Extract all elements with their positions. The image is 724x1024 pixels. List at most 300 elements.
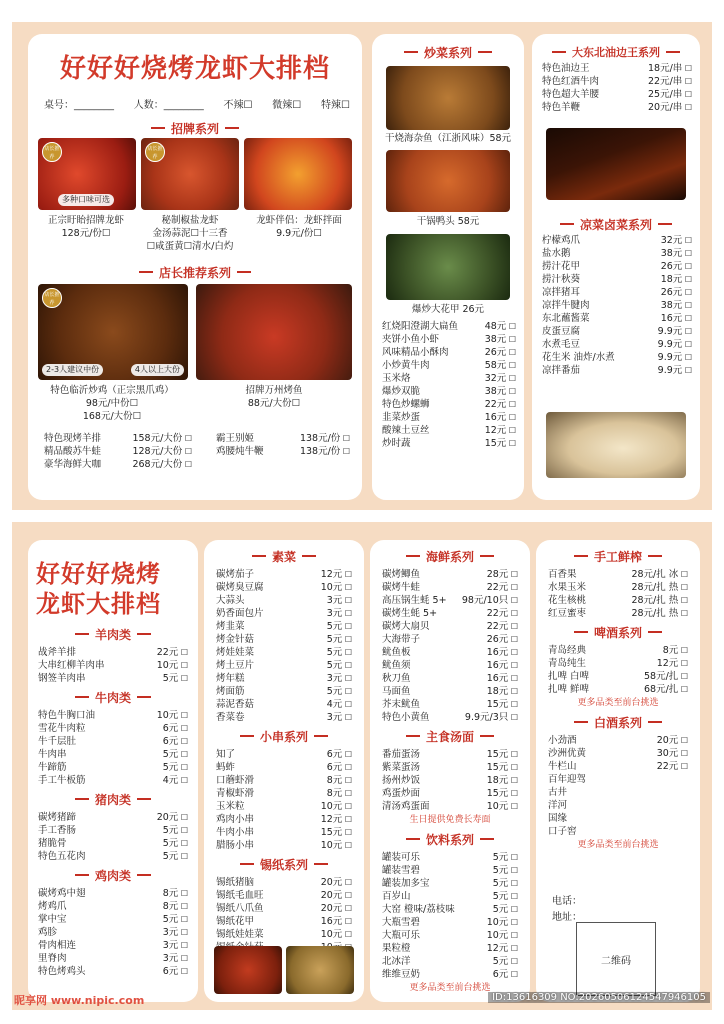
list-item[interactable] bbox=[548, 812, 688, 825]
list-item[interactable] bbox=[548, 786, 688, 799]
baijiu-list bbox=[548, 734, 688, 838]
item-name: 凉拌猪耳 bbox=[542, 287, 581, 298]
list-item[interactable] bbox=[548, 760, 688, 773]
item-price: 5元 ☐ bbox=[163, 672, 188, 685]
item-name: 韭菜炒蛋 bbox=[382, 412, 421, 423]
item-name: 凉拌番茄 bbox=[542, 365, 581, 376]
item-name: 知了 bbox=[216, 749, 236, 760]
list-item[interactable] bbox=[548, 799, 688, 812]
item-name: 烤金针菇 bbox=[216, 634, 255, 645]
item-name: 水煮毛豆 bbox=[542, 339, 581, 350]
item-price: 68元/扎 ☐ bbox=[644, 683, 688, 696]
list-item[interactable] bbox=[542, 234, 692, 247]
item-name: 手工香肠 bbox=[38, 825, 77, 836]
item-price: 9.9元/3只 ☐ bbox=[465, 711, 518, 724]
section-stirfry: 炒菜系列 bbox=[372, 43, 524, 61]
braised-chicken-photo bbox=[38, 284, 188, 380]
item-name: 骨肉相连 bbox=[38, 940, 77, 951]
birthday-note: 生日提供免费长寿面 bbox=[409, 815, 491, 825]
list-item[interactable] bbox=[216, 787, 352, 800]
list-item[interactable] bbox=[542, 325, 692, 338]
list-item[interactable] bbox=[548, 773, 688, 786]
list-item[interactable] bbox=[382, 761, 518, 774]
list-item[interactable] bbox=[216, 568, 352, 581]
list-item[interactable] bbox=[382, 346, 516, 359]
item-name: 烤土豆片 bbox=[216, 660, 255, 671]
signature-3-price: 9.9元/份☐ bbox=[276, 228, 322, 239]
item-price: 12元 ☐ bbox=[657, 657, 688, 670]
item-price: 8元 ☐ bbox=[663, 644, 688, 657]
item-price: 5元 ☐ bbox=[493, 877, 518, 890]
list-item[interactable] bbox=[382, 659, 518, 672]
item-price: 5元 ☐ bbox=[493, 955, 518, 968]
item-price: 18元 ☐ bbox=[487, 685, 518, 698]
item-price: 20元 ☐ bbox=[321, 889, 352, 902]
list-item[interactable] bbox=[216, 581, 352, 594]
list-item[interactable] bbox=[38, 761, 188, 774]
list-item[interactable] bbox=[548, 644, 688, 657]
item-price: 16元 ☐ bbox=[487, 672, 518, 685]
extra-dishes-left bbox=[44, 432, 192, 471]
item-price: 22元 ☐ bbox=[487, 620, 518, 633]
list-item[interactable] bbox=[548, 670, 688, 683]
item-name: 特色五花肉 bbox=[38, 851, 86, 862]
list-item[interactable] bbox=[216, 876, 352, 889]
list-item[interactable] bbox=[38, 837, 188, 850]
item-name: 紫菜蛋汤 bbox=[382, 762, 421, 773]
list-item[interactable] bbox=[216, 748, 352, 761]
list-item[interactable] bbox=[542, 364, 692, 377]
item-price: 6元 ☐ bbox=[327, 748, 352, 761]
meat-lists bbox=[38, 622, 188, 978]
item-price: 8元 ☐ bbox=[327, 787, 352, 800]
list-item[interactable] bbox=[382, 633, 518, 646]
crayfish-photo bbox=[38, 138, 136, 210]
item-name: 烤韭菜 bbox=[216, 621, 245, 632]
item-price: 5元 ☐ bbox=[327, 633, 352, 646]
list-item[interactable] bbox=[382, 916, 518, 929]
list-item[interactable] bbox=[542, 101, 692, 114]
signature-3-name: 龙虾伴侣：龙虾拌面 bbox=[256, 215, 342, 226]
page2-title-line1: 好好好烧烤 bbox=[36, 559, 161, 588]
item-name: 果粒橙 bbox=[382, 943, 411, 954]
list-item[interactable] bbox=[548, 568, 688, 581]
section-sea: 海鲜系列 bbox=[382, 547, 518, 565]
item-price: 22元 ☐ bbox=[657, 760, 688, 773]
item-price: 15元 ☐ bbox=[487, 748, 518, 761]
item-name: 香菜卷 bbox=[216, 712, 245, 723]
veg-list bbox=[216, 568, 352, 724]
signature-2-name: 秘制椒盐龙虾 bbox=[161, 215, 219, 226]
list-item[interactable] bbox=[548, 657, 688, 670]
list-item[interactable] bbox=[382, 672, 518, 685]
list-item[interactable] bbox=[216, 594, 352, 607]
item-price: 5元 ☐ bbox=[163, 748, 188, 761]
list-item[interactable] bbox=[382, 385, 516, 398]
item-price: 6元 ☐ bbox=[163, 722, 188, 735]
item-name: 特色红酒牛肉 bbox=[542, 76, 600, 87]
item-name: 钢签羊肉串 bbox=[38, 673, 86, 684]
item-name: 捞汁花甲 bbox=[542, 261, 581, 272]
list-item[interactable] bbox=[38, 952, 188, 965]
item-name: 牛肉串 bbox=[38, 749, 67, 760]
item-price: 6元 ☐ bbox=[163, 965, 188, 978]
item-name: 青岛纯生 bbox=[548, 658, 587, 669]
stirfry-photo-2-caption: 干锅鸭头 58元 bbox=[416, 216, 480, 227]
list-item[interactable] bbox=[382, 955, 518, 968]
list-item[interactable] bbox=[216, 774, 352, 787]
list-item[interactable] bbox=[382, 398, 516, 411]
item-name: 碳烤生蚝 5+ bbox=[382, 608, 438, 619]
crayfish-noodle-photo bbox=[244, 138, 352, 210]
item-price: 22元 ☐ bbox=[487, 581, 518, 594]
list-item[interactable] bbox=[382, 864, 518, 877]
list-item[interactable] bbox=[542, 260, 692, 273]
list-item[interactable] bbox=[382, 774, 518, 787]
list-item[interactable] bbox=[382, 942, 518, 955]
item-price: 28元/扎 热 ☐ bbox=[631, 581, 688, 594]
table-number-field[interactable]: 桌号：________ bbox=[44, 100, 114, 111]
list-item[interactable] bbox=[216, 445, 350, 458]
item-price: 12元 ☐ bbox=[485, 424, 516, 437]
item-name: 碳烤大扇贝 bbox=[382, 621, 430, 632]
medium-size-tag: 2-3人建议中份 bbox=[42, 364, 103, 376]
cold-list bbox=[542, 234, 692, 377]
list-item[interactable] bbox=[216, 889, 352, 902]
list-item[interactable] bbox=[542, 312, 692, 325]
item-price: 5元 ☐ bbox=[163, 824, 188, 837]
fish-photo bbox=[386, 66, 510, 130]
item-name: 猪脆骨 bbox=[38, 838, 67, 849]
item-price: 3元 ☐ bbox=[163, 926, 188, 939]
item-name: 碳烤牛蛙 bbox=[382, 582, 421, 593]
item-name: 烤鸡爪 bbox=[38, 901, 67, 912]
list-item[interactable] bbox=[38, 926, 188, 939]
list-item[interactable] bbox=[542, 338, 692, 351]
item-name: 特色超大羊腰 bbox=[542, 89, 600, 100]
list-item[interactable] bbox=[382, 320, 516, 333]
qr-code-label: 二维码 bbox=[601, 955, 631, 967]
list-item[interactable] bbox=[216, 839, 352, 852]
list-item[interactable] bbox=[382, 372, 516, 385]
list-item[interactable] bbox=[382, 411, 516, 424]
item-name: 夹饼小鱼小虾 bbox=[382, 334, 440, 345]
item-name: 大蒜头 bbox=[216, 595, 245, 606]
spice-mild[interactable]: 微辣☐ bbox=[272, 100, 302, 111]
section-drink: 饮料系列 bbox=[382, 830, 518, 848]
list-item[interactable] bbox=[382, 698, 518, 711]
item-price: 16元 ☐ bbox=[321, 915, 352, 928]
item-name: 北冰洋 bbox=[382, 956, 411, 967]
section-chicken: 鸡肉类 bbox=[38, 866, 188, 884]
list-item[interactable] bbox=[542, 273, 692, 286]
list-item[interactable] bbox=[216, 685, 352, 698]
item-name: 皮蛋豆腐 bbox=[542, 326, 581, 337]
list-item[interactable] bbox=[216, 915, 352, 928]
item-price: 158元/大份 ☐ bbox=[132, 432, 192, 445]
item-price: 9.9元 ☐ bbox=[658, 338, 692, 351]
item-name: 罐装雪碧 bbox=[382, 865, 421, 876]
list-item[interactable] bbox=[382, 424, 516, 437]
list-item[interactable] bbox=[38, 887, 188, 900]
grill-cold-card bbox=[532, 34, 700, 500]
qr-code-box[interactable] bbox=[576, 922, 656, 996]
item-price: 5元 ☐ bbox=[327, 620, 352, 633]
list-item[interactable] bbox=[382, 787, 518, 800]
list-item[interactable] bbox=[216, 826, 352, 839]
list-item[interactable] bbox=[548, 607, 688, 620]
list-item[interactable] bbox=[38, 965, 188, 978]
item-price: 20元 ☐ bbox=[657, 734, 688, 747]
item-price: 8元 ☐ bbox=[163, 887, 188, 900]
list-item[interactable] bbox=[382, 890, 518, 903]
recommend-1-price-1: 98元/中份☐ bbox=[85, 398, 139, 409]
item-name: 口子窖 bbox=[548, 826, 577, 837]
list-item[interactable] bbox=[382, 929, 518, 942]
item-price: 18元/串 ☐ bbox=[648, 62, 692, 75]
item-price: 6元 ☐ bbox=[163, 735, 188, 748]
pork-list bbox=[38, 811, 188, 863]
list-item[interactable] bbox=[38, 748, 188, 761]
list-item[interactable] bbox=[382, 581, 518, 594]
item-price: 9.9元 ☐ bbox=[658, 364, 692, 377]
spice-none[interactable]: 不辣☐ bbox=[223, 100, 253, 111]
list-item[interactable] bbox=[38, 774, 188, 787]
item-price: 4元 ☐ bbox=[327, 698, 352, 711]
party-size-field[interactable]: 人数：________ bbox=[133, 100, 204, 111]
item-price: 10元 ☐ bbox=[157, 659, 188, 672]
list-item[interactable] bbox=[216, 432, 350, 445]
item-name: 花生核桃 bbox=[548, 595, 587, 606]
stirfry-card bbox=[372, 34, 524, 500]
list-item[interactable] bbox=[542, 286, 692, 299]
item-name: 锡纸猪脑 bbox=[216, 877, 255, 888]
list-item[interactable] bbox=[38, 709, 188, 722]
item-name: 特色羊鞭 bbox=[542, 102, 581, 113]
item-name: 捞汁秋葵 bbox=[542, 274, 581, 285]
list-item[interactable] bbox=[548, 594, 688, 607]
list-item[interactable] bbox=[38, 824, 188, 837]
item-price: 28元/扎 热 ☐ bbox=[631, 594, 688, 607]
beverage-lists bbox=[548, 544, 688, 852]
list-item[interactable] bbox=[382, 594, 518, 607]
section-beer: 啤酒系列 bbox=[548, 623, 688, 641]
item-price: 15元 ☐ bbox=[487, 761, 518, 774]
item-price: 3元 ☐ bbox=[327, 594, 352, 607]
list-item[interactable] bbox=[548, 825, 688, 838]
item-name: 奶香面包片 bbox=[216, 608, 264, 619]
list-item[interactable] bbox=[216, 672, 352, 685]
oil-list bbox=[542, 62, 692, 114]
item-price: 12元 ☐ bbox=[321, 568, 352, 581]
list-item[interactable] bbox=[542, 299, 692, 312]
list-item[interactable] bbox=[548, 734, 688, 747]
item-name: 罐装可乐 bbox=[382, 852, 421, 863]
list-item[interactable] bbox=[38, 672, 188, 685]
list-item[interactable] bbox=[216, 761, 352, 774]
page2-title-line2: 龙虾大排档 bbox=[36, 589, 161, 618]
item-name: 蒜泥香菇 bbox=[216, 699, 255, 710]
list-item[interactable] bbox=[542, 75, 692, 88]
item-price: 10元 ☐ bbox=[157, 709, 188, 722]
item-name: 鸡肉小串 bbox=[216, 814, 255, 825]
stirfry-photo-3-caption: 爆炒大花甲 26元 bbox=[411, 304, 485, 315]
list-item[interactable] bbox=[382, 437, 516, 450]
list-item[interactable] bbox=[216, 659, 352, 672]
list-item[interactable] bbox=[38, 913, 188, 926]
item-price: 10元 ☐ bbox=[321, 839, 352, 852]
item-name: 青椒虾滑 bbox=[216, 788, 255, 799]
foil-dish-photo-1 bbox=[214, 946, 282, 994]
list-item[interactable] bbox=[38, 811, 188, 824]
list-item[interactable] bbox=[382, 748, 518, 761]
clam-photo bbox=[386, 234, 510, 300]
list-item[interactable] bbox=[216, 813, 352, 826]
item-price: 38元 ☐ bbox=[661, 247, 692, 260]
item-name: 玉米粒 bbox=[216, 801, 245, 812]
list-item[interactable] bbox=[548, 581, 688, 594]
list-item[interactable] bbox=[38, 646, 188, 659]
item-price: 18元 ☐ bbox=[661, 273, 692, 286]
list-item[interactable] bbox=[382, 568, 518, 581]
section-staple: 主食汤面 bbox=[382, 727, 518, 745]
list-item[interactable] bbox=[548, 747, 688, 760]
item-name: 花生米 油炸/水煮 bbox=[542, 352, 615, 363]
list-item[interactable] bbox=[382, 607, 518, 620]
section-cold: 凉菜卤菜系列 bbox=[532, 215, 700, 233]
item-price: 6元 ☐ bbox=[493, 968, 518, 981]
item-name: 大串红柳羊肉串 bbox=[38, 660, 105, 671]
list-item[interactable] bbox=[382, 333, 516, 346]
item-name: 洋河 bbox=[548, 800, 568, 811]
list-item[interactable] bbox=[38, 939, 188, 952]
item-name: 小劲酒 bbox=[548, 735, 577, 746]
item-price: 98元/10只 ☐ bbox=[462, 594, 518, 607]
item-price: 8元 ☐ bbox=[327, 774, 352, 787]
item-price: 5元 ☐ bbox=[163, 850, 188, 863]
item-name: 盐水鹅 bbox=[542, 248, 571, 259]
item-name: 国缘 bbox=[548, 813, 568, 824]
list-item[interactable] bbox=[542, 88, 692, 101]
list-item[interactable] bbox=[382, 359, 516, 372]
item-price: 8元 ☐ bbox=[163, 900, 188, 913]
list-item[interactable] bbox=[542, 247, 692, 260]
section-signature: 招牌系列 bbox=[28, 119, 362, 137]
item-name: 爆炒双脆 bbox=[382, 386, 421, 397]
item-name: 古井 bbox=[548, 787, 568, 798]
item-name: 特色油边王 bbox=[542, 63, 590, 74]
section-oil: 大东北油边王系列 bbox=[532, 43, 700, 61]
item-name: 蚂蚱 bbox=[216, 762, 236, 773]
juice-list bbox=[548, 568, 688, 620]
list-item[interactable] bbox=[216, 711, 352, 724]
section-recommend: 店长推荐系列 bbox=[28, 263, 362, 281]
list-item[interactable] bbox=[38, 659, 188, 672]
list-item[interactable] bbox=[216, 646, 352, 659]
beef-list bbox=[38, 709, 188, 787]
item-name: 锡纸娃娃菜 bbox=[216, 929, 264, 940]
item-name: 炒时蔬 bbox=[382, 438, 411, 449]
item-price: 22元 ☐ bbox=[487, 607, 518, 620]
item-name: 鸡胗 bbox=[38, 927, 58, 938]
list-item[interactable] bbox=[38, 722, 188, 735]
duck-head-photo bbox=[386, 150, 510, 212]
item-price: 28元/扎 冰 ☐ bbox=[631, 568, 688, 581]
list-item[interactable] bbox=[382, 646, 518, 659]
item-price: 28元 ☐ bbox=[487, 568, 518, 581]
item-price: 138元/份 ☐ bbox=[300, 445, 350, 458]
item-price: 58元 ☐ bbox=[485, 359, 516, 372]
staple-list bbox=[382, 748, 518, 813]
item-name: 秋刀鱼 bbox=[382, 673, 411, 684]
item-price: 3元 ☐ bbox=[163, 939, 188, 952]
item-price: 10元 ☐ bbox=[321, 581, 352, 594]
list-item[interactable] bbox=[38, 850, 188, 863]
drink-list bbox=[382, 851, 518, 981]
skewers-photo bbox=[546, 128, 686, 200]
list-item[interactable] bbox=[44, 432, 192, 445]
list-item[interactable] bbox=[382, 903, 518, 916]
menu-page-1 bbox=[12, 22, 712, 510]
stirfry-photo-1-caption: 干烧海杂鱼（江浙风味）58元 bbox=[384, 133, 512, 144]
item-price: 58元/扎 ☐ bbox=[644, 670, 688, 683]
phone-label: 电话： bbox=[552, 896, 582, 907]
list-item[interactable] bbox=[382, 800, 518, 813]
list-item[interactable] bbox=[216, 620, 352, 633]
item-name: 高压锅生蚝 5+ bbox=[382, 595, 447, 606]
item-name: 碳烤鲫鱼 bbox=[382, 569, 421, 580]
item-price: 16元 ☐ bbox=[487, 646, 518, 659]
item-name: 维维豆奶 bbox=[382, 969, 421, 980]
item-name: 特色小黄鱼 bbox=[382, 712, 430, 723]
item-name: 霸王别姬 bbox=[216, 433, 255, 444]
list-item[interactable] bbox=[542, 351, 692, 364]
list-item[interactable] bbox=[382, 877, 518, 890]
list-item[interactable] bbox=[216, 698, 352, 711]
signature-card bbox=[28, 34, 362, 500]
list-item[interactable] bbox=[542, 62, 692, 75]
address-label: 地址： bbox=[552, 912, 582, 923]
list-item[interactable] bbox=[382, 620, 518, 633]
item-name: 牛肉小串 bbox=[216, 827, 255, 838]
list-item[interactable] bbox=[38, 900, 188, 913]
list-item[interactable] bbox=[382, 968, 518, 981]
item-name: 鱿鱼板 bbox=[382, 647, 411, 658]
baijiu-more-note: 更多品类至前台挑选 bbox=[577, 840, 659, 850]
list-item[interactable] bbox=[44, 445, 192, 458]
item-name: 东北蘸酱菜 bbox=[542, 313, 590, 324]
list-item[interactable] bbox=[216, 607, 352, 620]
list-item[interactable] bbox=[382, 851, 518, 864]
list-item[interactable] bbox=[216, 633, 352, 646]
item-price: 5元 ☐ bbox=[493, 890, 518, 903]
item-name: 碳烤茄子 bbox=[216, 569, 255, 580]
list-item[interactable] bbox=[44, 458, 192, 471]
item-price: 3元 ☐ bbox=[163, 952, 188, 965]
item-price: 138元/份 ☐ bbox=[300, 432, 350, 445]
item-name: 锡纸花甲 bbox=[216, 916, 255, 927]
list-item[interactable] bbox=[216, 800, 352, 813]
item-name: 大窑 橙味/荔枝味 bbox=[382, 904, 455, 915]
item-name: 手工牛板筋 bbox=[38, 775, 86, 786]
spice-hot[interactable]: 特辣☐ bbox=[321, 100, 350, 111]
list-item[interactable] bbox=[382, 685, 518, 698]
list-item[interactable] bbox=[38, 735, 188, 748]
list-item[interactable] bbox=[216, 902, 352, 915]
list-item[interactable] bbox=[382, 711, 518, 724]
list-item[interactable] bbox=[548, 683, 688, 696]
list-item[interactable] bbox=[216, 928, 352, 941]
